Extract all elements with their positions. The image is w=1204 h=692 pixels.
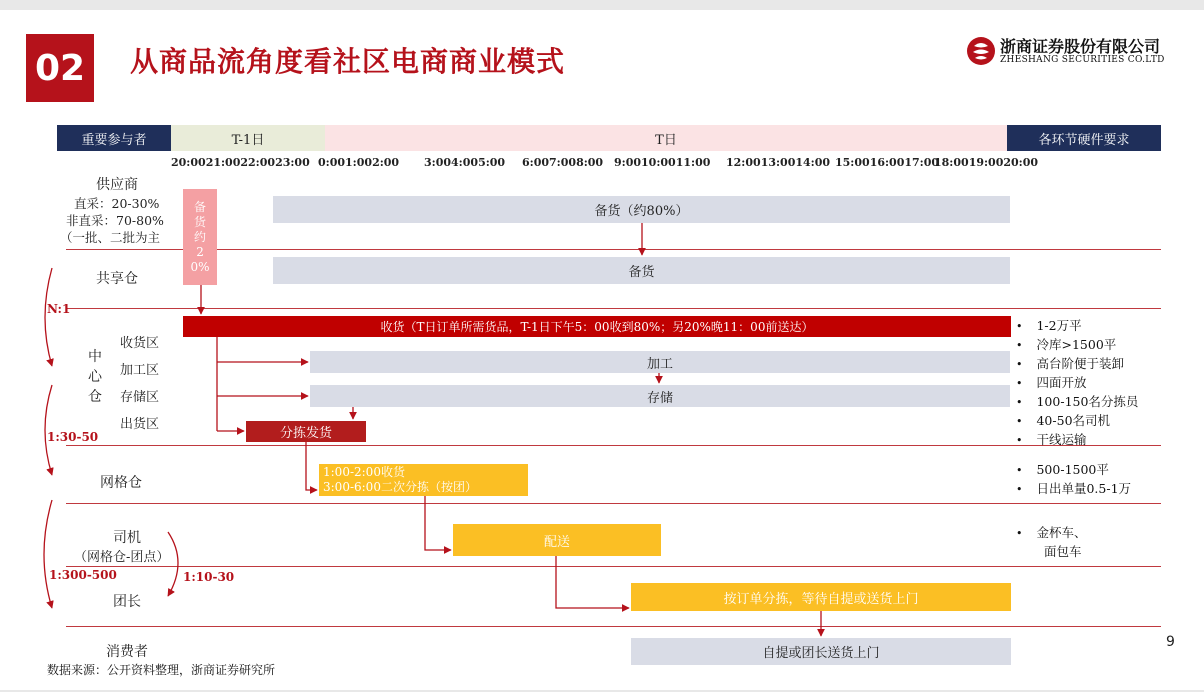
bar-supplier-stock-20: 备货约20% — [183, 189, 217, 285]
requirement-item: • 金杯车、 — [1016, 525, 1087, 540]
supplier-label: 供应商 — [96, 177, 138, 193]
requirement-item: • 高台阶便于装卸 — [1016, 356, 1124, 371]
requirement-item: 面包车 — [1044, 544, 1082, 559]
supplier-indirect: 非直采：70-80% — [66, 213, 164, 228]
requirement-item: • 100-150名分拣员 — [1016, 394, 1139, 409]
slide — [0, 10, 1204, 690]
requirement-item: • 日出单量0.5-1万 — [1016, 481, 1132, 496]
requirement-item: • 干线运输 — [1016, 432, 1087, 447]
center-warehouse-label: 中心仓 — [88, 349, 102, 405]
bar-processing: 加工 — [310, 351, 1010, 373]
header-t-minus-1: T-1日 — [171, 125, 325, 151]
requirement-item: • 40-50名司机 — [1016, 413, 1111, 428]
time-group: 6:007:008:00 — [522, 156, 604, 169]
time-group: 20:0021:0022:0023:00 — [171, 156, 310, 169]
requirements-driver — [1016, 524, 1087, 561]
supplier-direct: 直采：20-30% — [74, 196, 160, 211]
requirements-center — [1016, 317, 1138, 450]
zone-storage: 存储区 — [120, 390, 160, 405]
driver-label: 司机 — [113, 530, 141, 546]
shared-warehouse-label: 共享仓 — [96, 271, 138, 287]
time-group: 3:004:005:00 — [424, 156, 506, 169]
grid-receiving-text: 1:00-2:00收货 — [323, 465, 405, 479]
grid-second-sort-text: 3:00-6:00二次分拣（按团） — [323, 480, 477, 494]
group-leader-label: 团长 — [113, 594, 141, 610]
logo-name-en: ZHESHANG SECURITIES CO.LTD — [1000, 55, 1165, 65]
zone-receiving: 收货区 — [120, 336, 160, 351]
bar-shared-stock: 备货 — [273, 257, 1010, 284]
ratio-center-grid: 1:30-50 — [47, 430, 99, 444]
requirements-grid — [1016, 461, 1131, 499]
requirement-item: • 500-1500平 — [1016, 462, 1109, 477]
bar-receiving: 收货（T日订单所需货品，T-1日下午5：00收到80%；另20%晚11：00前送达） — [183, 316, 1011, 337]
logo-name-cn: 浙商证券股份有限公司 — [1000, 37, 1161, 56]
zone-processing: 加工区 — [120, 363, 160, 378]
bar-supplier-stock: 备货（约80%） — [273, 196, 1010, 223]
grid-warehouse-label: 网格仓 — [100, 475, 142, 491]
requirement-item: • 冷库>1500平 — [1016, 337, 1117, 352]
ratio-driver-leader: 1:10-30 — [183, 570, 235, 584]
page-title: 从商品流角度看社区电商商业模式 — [130, 45, 566, 78]
ratio-n1: N:1 — [47, 302, 71, 316]
header-participants: 重要参与者 — [57, 125, 171, 151]
supplier-note: （一批、二批为主 — [60, 230, 161, 245]
bar-sorting-dispatch: 分拣发货 — [246, 421, 366, 442]
page-number: 9 — [1166, 634, 1175, 650]
ratio-grid-leader: 1:300-500 — [49, 568, 117, 582]
source-note: 数据来源：公开资料整理，浙商证券研究所 — [47, 663, 276, 677]
time-group: 9:0010:0011:00 — [614, 156, 711, 169]
requirement-item: • 1-2万平 — [1016, 318, 1082, 333]
bar-delivery: 配送 — [453, 524, 661, 556]
bar-consumer-pickup: 自提或团长送货上门 — [631, 638, 1011, 665]
header-t-day: T日 — [325, 125, 1007, 151]
zone-outbound: 出货区 — [120, 417, 160, 432]
time-group: 0:001:002:00 — [318, 156, 400, 169]
bar-storage: 存储 — [310, 385, 1010, 407]
time-group: 15:0016:0017:00 — [835, 156, 940, 169]
section-number: 02 — [26, 34, 94, 102]
bar-leader-sort: 按订单分拣，等待自提或送货上门 — [631, 583, 1011, 611]
driver-note: （网格仓-团点） — [74, 550, 170, 565]
time-group: 18:0019:0020:00 — [934, 156, 1039, 169]
time-group: 12:0013:0014:00 — [726, 156, 831, 169]
requirement-item: • 四面开放 — [1016, 375, 1087, 390]
header-requirements: 各环节硬件要求 — [1007, 125, 1161, 151]
consumer-label: 消费者 — [106, 644, 148, 660]
